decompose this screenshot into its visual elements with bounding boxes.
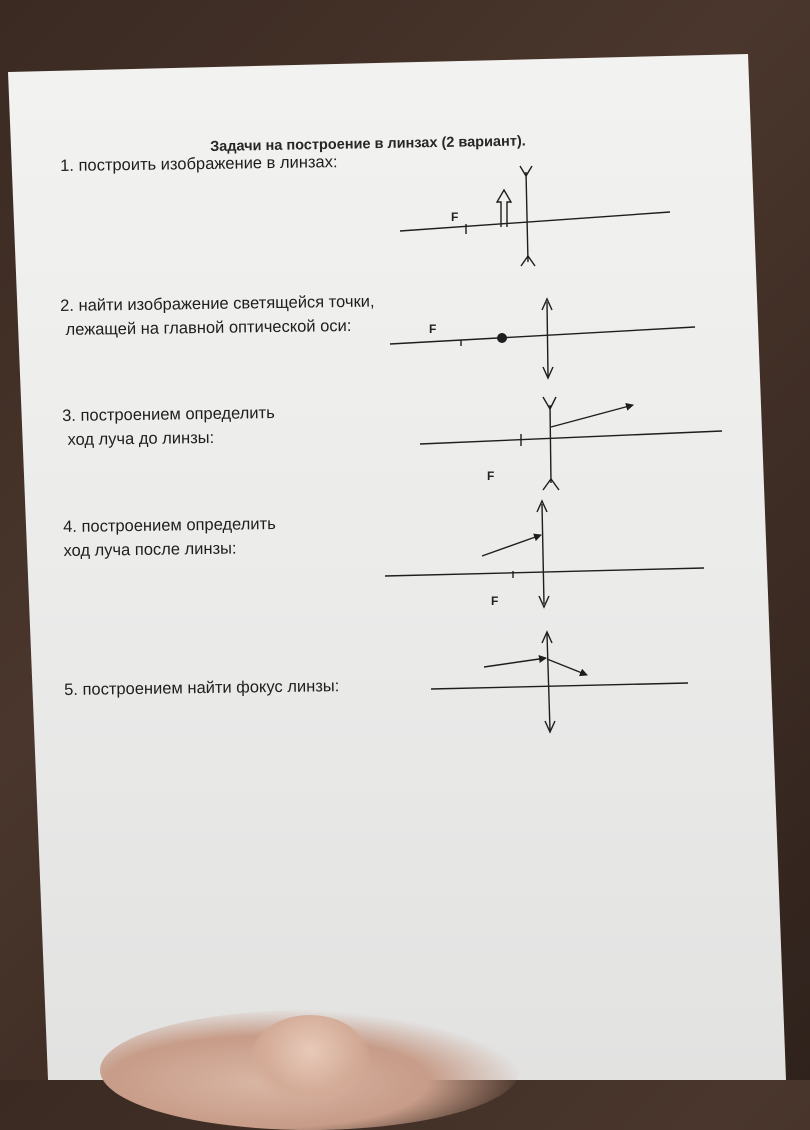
diverging-lens-3: [550, 405, 551, 483]
focus-label-4: F: [491, 594, 499, 608]
optical-axis-4: [385, 568, 704, 576]
lens-top-v-3: [543, 397, 556, 409]
task-4-line-1: 4. построением определить: [63, 515, 276, 536]
task-5-line-1: 5. построением найти фокус линзы:: [64, 677, 340, 699]
diagram-1: [400, 166, 670, 266]
converging-lens-4: [542, 504, 544, 604]
finger-photo-edge: [250, 1015, 370, 1105]
optical-axis-3: [420, 431, 722, 444]
task-4-line-2: ход луча после линзы:: [63, 539, 237, 560]
task-2-line-2: лежащей на главной оптической оси:: [65, 316, 352, 339]
task-3-line-2: ход луча до линзы:: [67, 428, 215, 449]
diagram-2: [390, 299, 695, 378]
diagram-3: [420, 397, 722, 490]
object-arrow-1: [497, 190, 511, 227]
diagram-4: [385, 501, 704, 607]
ray-3: [551, 405, 633, 427]
ray-4: [482, 535, 541, 556]
task-2-line-1: 2. найти изображение светящейся точки,: [60, 292, 375, 315]
diverging-lens-1: [526, 172, 528, 262]
focus-label-1: F: [451, 210, 459, 224]
converging-lens-5: [547, 634, 550, 730]
focus-label-3: F: [487, 469, 495, 483]
page-title: Задачи на построение в линзах (2 вариант).: [210, 133, 526, 155]
optical-axis-5: [431, 683, 688, 689]
converging-lens-2: [547, 302, 548, 376]
diagram-5: [431, 632, 688, 732]
task-1-line-1: 1. построить изображение в линзах:: [60, 153, 338, 175]
incident-ray-5: [484, 658, 546, 667]
luminous-point: [497, 333, 507, 343]
task-3-line-1: 3. построением определить: [62, 404, 275, 425]
refracted-ray-5: [547, 659, 587, 675]
focus-label-2: F: [429, 322, 437, 336]
optical-axis-1: [400, 212, 670, 231]
